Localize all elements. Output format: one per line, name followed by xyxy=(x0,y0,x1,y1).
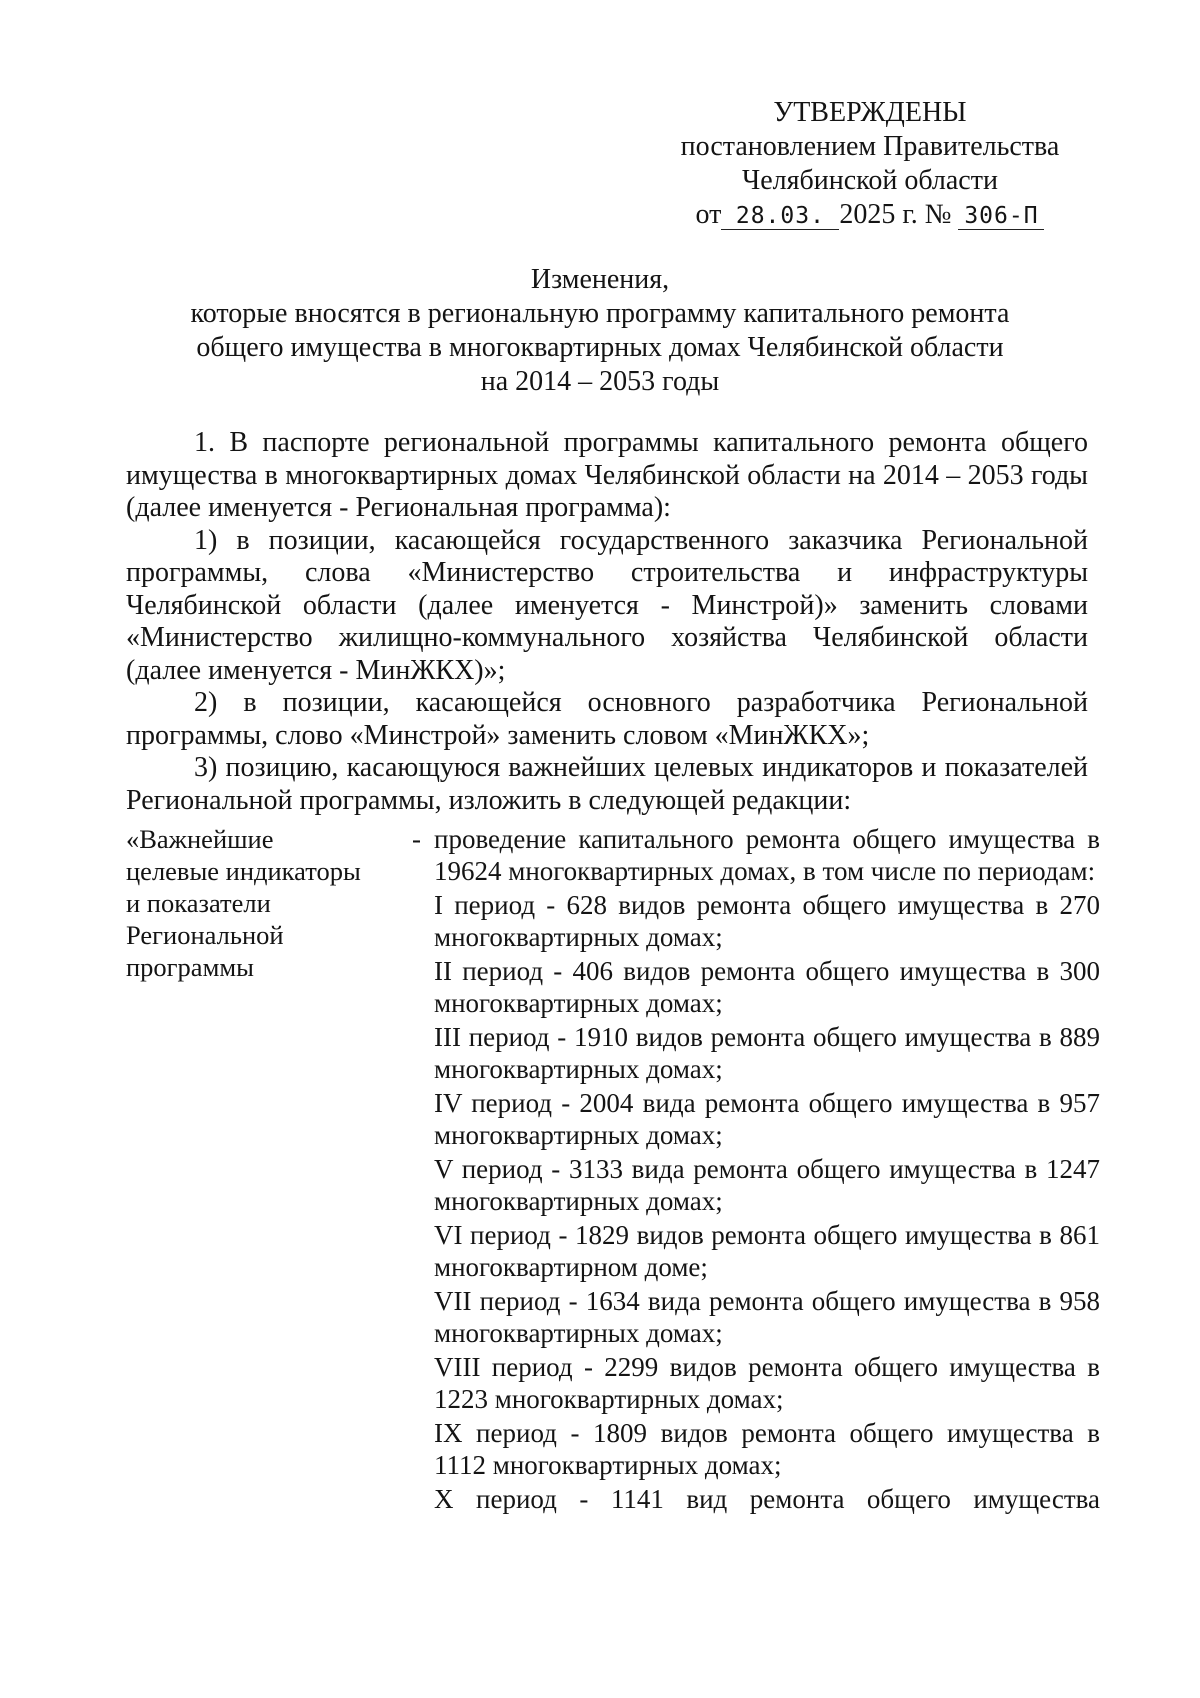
position-intro: проведение капитального ремонта общего имущества в 19624 многоквартирных домах, в том числе по периодам: xyxy=(434,824,1100,886)
paragraph-1: 1. В паспорте региональной программы капитального ремонта общего имущества в многоквартирных домах Челябинской области на 2014 – 2053 годы (далее именуется - Региональная программа): xyxy=(126,427,1088,523)
period-item: II период - 406 видов ремонта общего имущества в 300 многоквартирных домах; xyxy=(434,956,1100,1018)
period-item: IX период - 1809 видов ремонта общего имущества в 1112 многоквартирных домах; xyxy=(434,1418,1100,1480)
title-line-3: общего имущества в многоквартирных домах Челябинской области xyxy=(196,332,1004,363)
position-label-line: «Важнейшие xyxy=(126,824,274,854)
approval-block xyxy=(660,96,1080,232)
position-value xyxy=(434,823,1100,1515)
title-line-4: на 2014 – 2053 годы xyxy=(480,366,720,397)
position-label xyxy=(126,823,396,983)
paragraph-3: 2) в позиции, касающейся основного разработчика Региональной программы, слово «Минстрой» заменить словом «МинЖКХ»; xyxy=(126,687,1088,751)
approval-line-1: постановлением Правительства xyxy=(680,131,1060,162)
title-line-1: Изменения, xyxy=(530,264,670,295)
approval-date-line xyxy=(660,198,1080,232)
period-item: III период - 1910 видов ремонта общего имущества в 889 многоквартирных домах; xyxy=(434,1022,1100,1084)
document-title xyxy=(160,263,1040,399)
approval-line-2: Челябинской области xyxy=(742,165,998,196)
position-label-line: целевые индикаторы xyxy=(126,856,361,886)
document-body xyxy=(126,427,1088,817)
period-item: VI период - 1829 видов ремонта общего имущества в 861 многоквартирном доме; xyxy=(434,1220,1100,1282)
paragraph-4: 3) позицию, касающуюся важнейших целевых индикаторов и показателей Региональной программы, изложить в следующей редакции: xyxy=(126,752,1088,816)
approval-heading: УТВЕРЖДЕНЫ xyxy=(773,97,967,128)
position-dash: - xyxy=(412,824,421,854)
position-label-line: Региональной xyxy=(126,920,284,950)
period-item: X период - 1141 вид ремонта общего имущества xyxy=(434,1484,1100,1514)
position-label-line: программы xyxy=(126,952,254,982)
paragraph-2: 1) в позиции, касающейся государственного заказчика Региональной программы, слова «Министерство строительства и инфраструктуры Челябинской области (далее именуется - Минстрой)» заменить словами «Министерство жилищно-коммунального хозяйства Челябинской области (далее именуется - МинЖКХ)»; xyxy=(126,524,1088,686)
approval-number: 306-П xyxy=(958,203,1044,230)
position-label-line: и показатели xyxy=(126,888,271,918)
period-item: VIII период - 2299 видов ремонта общего имущества в 1223 многоквартирных домах; xyxy=(434,1352,1100,1414)
period-item: VII период - 1634 вида ремонта общего имущества в 958 многоквартирных домах; xyxy=(434,1286,1100,1348)
title-line-2: которые вносятся в региональную программу капитального ремонта xyxy=(190,298,1010,329)
approval-date: 28.03. xyxy=(721,203,839,230)
period-item: IV период - 2004 вида ремонта общего имущества в 957 многоквартирных домах; xyxy=(434,1088,1100,1150)
approval-year: 2025 г. № xyxy=(839,199,952,230)
period-item: I период - 628 видов ремонта общего имущества в 270 многоквартирных домах; xyxy=(434,890,1100,952)
period-item: V период - 3133 вида ремонта общего имущества в 1247 многоквартирных домах; xyxy=(434,1154,1100,1216)
approval-date-prefix: от xyxy=(695,199,722,230)
